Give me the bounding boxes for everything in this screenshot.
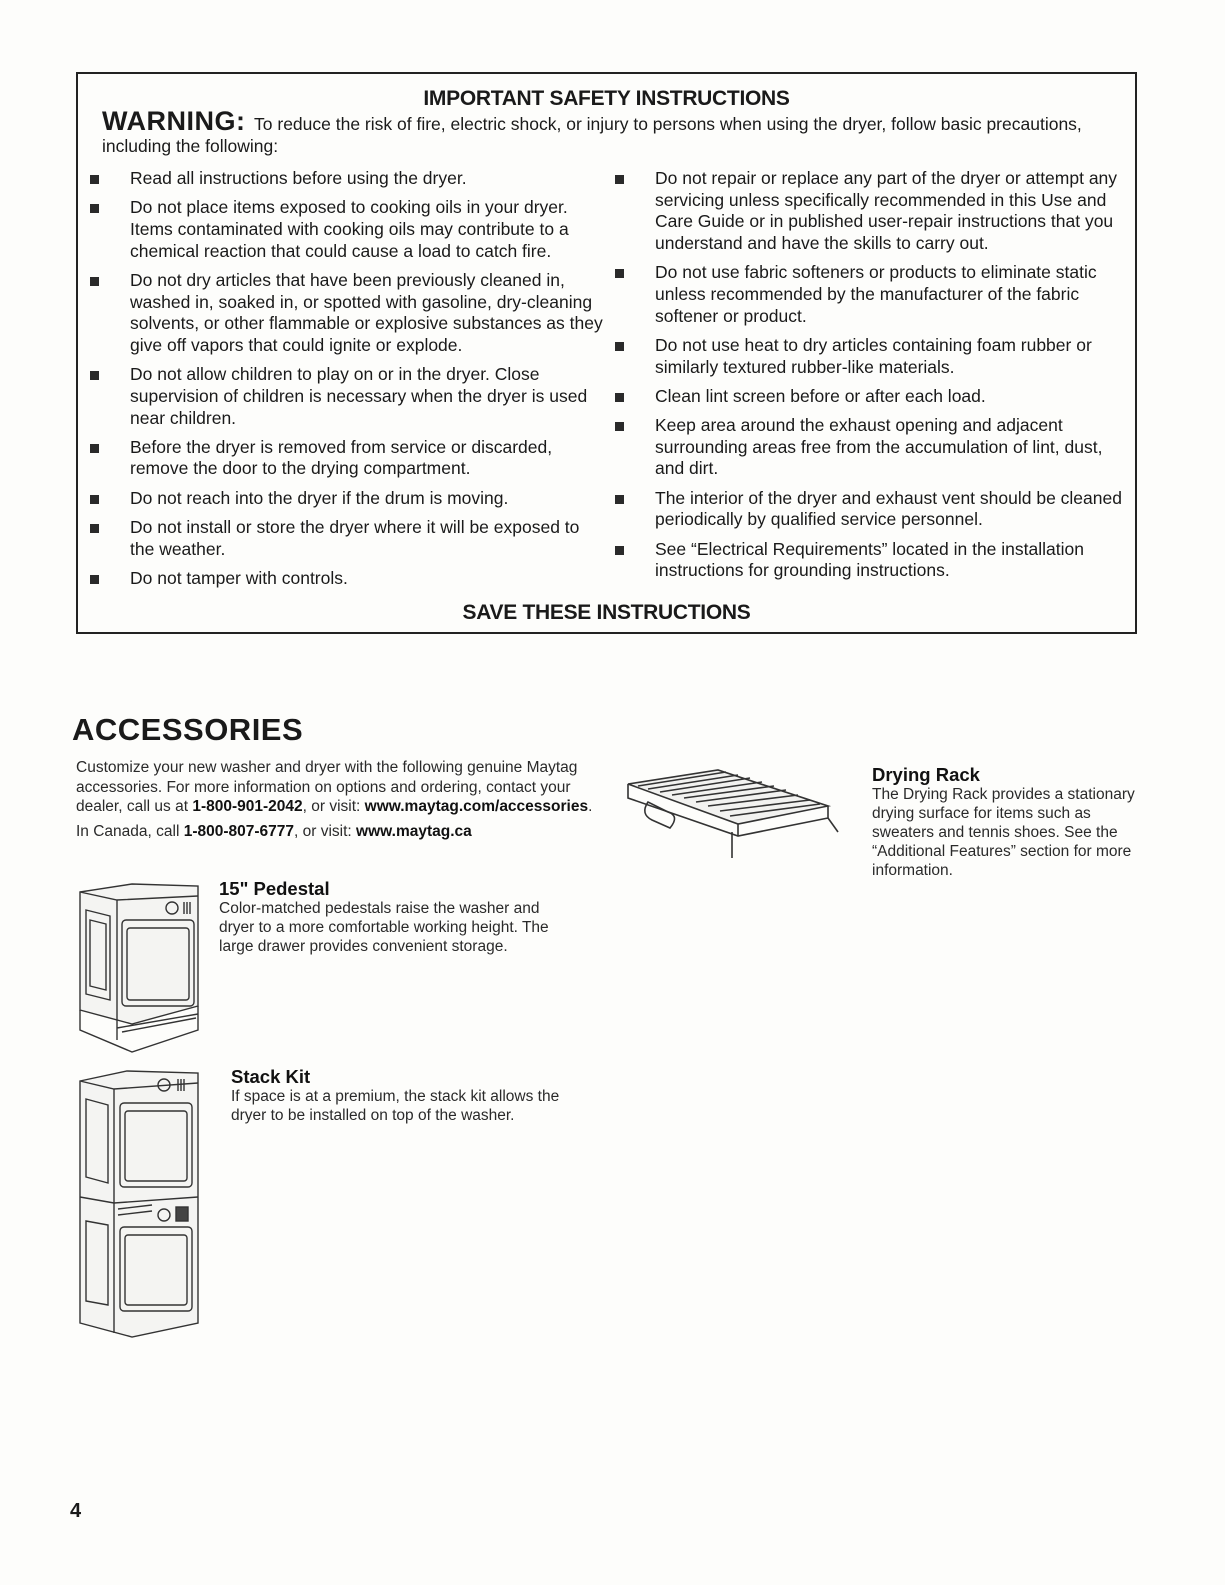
bullet-icon	[615, 342, 624, 351]
bullet-icon	[615, 422, 624, 431]
safety-item: Do not dry articles that have been previously cleaned in, washed in, soaked in, or spotted with gasoline, dry-cleaning solvents, or other flammable or explosive substances as they give off vapors that could ignite or explode.	[86, 270, 606, 357]
intro-us-paragraph: Customize your new washer and dryer with the following genuine Maytag accessories. For more information on options and ordering, contact your dealer, call us at 1-800-901-2042, or visit: www.maytag.com/accessories.	[76, 759, 593, 815]
bullet-icon	[90, 524, 99, 533]
safety-instructions-box	[76, 72, 1137, 634]
safety-item: Clean lint screen before or after each load.	[611, 386, 1131, 408]
us-phone: 1-800-901-2042	[192, 798, 303, 815]
safety-item: Do not repair or replace any part of the dryer or attempt any servicing unless specifically recommended in this Use and Care Guide or in published user-repair instructions that you understand and have the skills to carry out.	[611, 168, 1131, 255]
safety-item: Do not use heat to dry articles containing foam rubber or similarly textured rubber-like materials.	[611, 335, 1131, 378]
drying-rack-description: The Drying Rack provides a stationary drying surface for items such as sweaters and tennis shoes. See the “Additional Features” section for more information.	[872, 786, 1135, 879]
safety-item: Read all instructions before using the dryer.	[86, 168, 606, 190]
safety-item: Do not tamper with controls.	[86, 568, 606, 590]
bullet-icon	[615, 393, 624, 402]
safety-item: Do not allow children to play on or in the dryer. Close supervision of children is necessary when the dryer is used near children.	[86, 364, 606, 429]
safety-item: Do not use fabric softeners or products to eliminate static unless recommended by the manufacturer of the fabric softener or product.	[611, 262, 1131, 327]
drying-rack-title: Drying Rack	[872, 764, 980, 785]
bullet-icon	[90, 371, 99, 380]
safety-item: Do not place items exposed to cooking oils in your dryer. Items contaminated with cooking oils may contribute to a chemical reaction that could cause a load to catch fire.	[86, 197, 606, 262]
us-url-link[interactable]: www.maytag.com/accessories	[364, 798, 589, 815]
drying-rack-illustration	[618, 762, 848, 862]
canada-phone: 1-800-807-6777	[183, 822, 295, 840]
bullet-icon	[90, 204, 99, 213]
stack-kit-description: If space is at a premium, the stack kit allows the dryer to be installed on top of the washer.	[231, 1088, 560, 1124]
safety-item: Before the dryer is removed from service or discarded, remove the door to the drying compartment.	[86, 437, 606, 480]
bullet-icon	[615, 495, 624, 504]
safety-item: The interior of the dryer and exhaust vent should be cleaned periodically by qualified service personnel.	[611, 488, 1131, 531]
warning-statement	[102, 106, 1121, 157]
bullet-icon	[615, 546, 624, 555]
bullet-icon	[90, 495, 99, 504]
safety-title: IMPORTANT SAFETY INSTRUCTIONS	[423, 87, 790, 110]
pedestal-title: 15" Pedestal	[219, 878, 330, 899]
bullet-icon	[90, 575, 99, 584]
safety-list-left	[86, 168, 606, 597]
accessories-heading: ACCESSORIES	[72, 712, 304, 747]
canada-url-link[interactable]: www.maytag.ca	[356, 822, 472, 840]
safety-item: Do not reach into the dryer if the drum is moving.	[86, 488, 606, 510]
intro-canada-paragraph: In Canada, call 1-800-807-6777, or visit: www.maytag.ca	[76, 822, 472, 840]
accessories-intro	[76, 758, 596, 846]
bullet-icon	[615, 175, 624, 184]
bullet-icon	[90, 444, 99, 453]
warning-text: To reduce the risk of fire, electric shock, or injury to persons when using the dryer, follow basic precautions, including the following:	[102, 114, 1082, 156]
save-instructions-title: SAVE THESE INSTRUCTIONS	[462, 601, 751, 624]
pedestal-description: Color-matched pedestals raise the washer and dryer to a more comfortable working height. The large drawer provides convenient storage.	[219, 900, 549, 955]
safety-list-right	[611, 168, 1131, 589]
bullet-icon	[90, 277, 99, 286]
bullet-icon	[90, 175, 99, 184]
stack-kit-illustration	[72, 1065, 212, 1340]
page-number: 4	[70, 1500, 82, 1522]
stack-kit-title: Stack Kit	[231, 1066, 311, 1087]
safety-item: Keep area around the exhaust opening and adjacent surrounding areas free from the accumulation of lint, dust, and dirt.	[611, 415, 1131, 480]
safety-item: Do not install or store the dryer where it will be exposed to the weather.	[86, 517, 606, 560]
safety-item: See “Electrical Requirements” located in the installation instructions for grounding instructions.	[611, 539, 1131, 582]
bullet-icon	[615, 269, 624, 278]
warning-label: WARNING:	[102, 106, 246, 136]
pedestal-illustration	[72, 880, 212, 1060]
